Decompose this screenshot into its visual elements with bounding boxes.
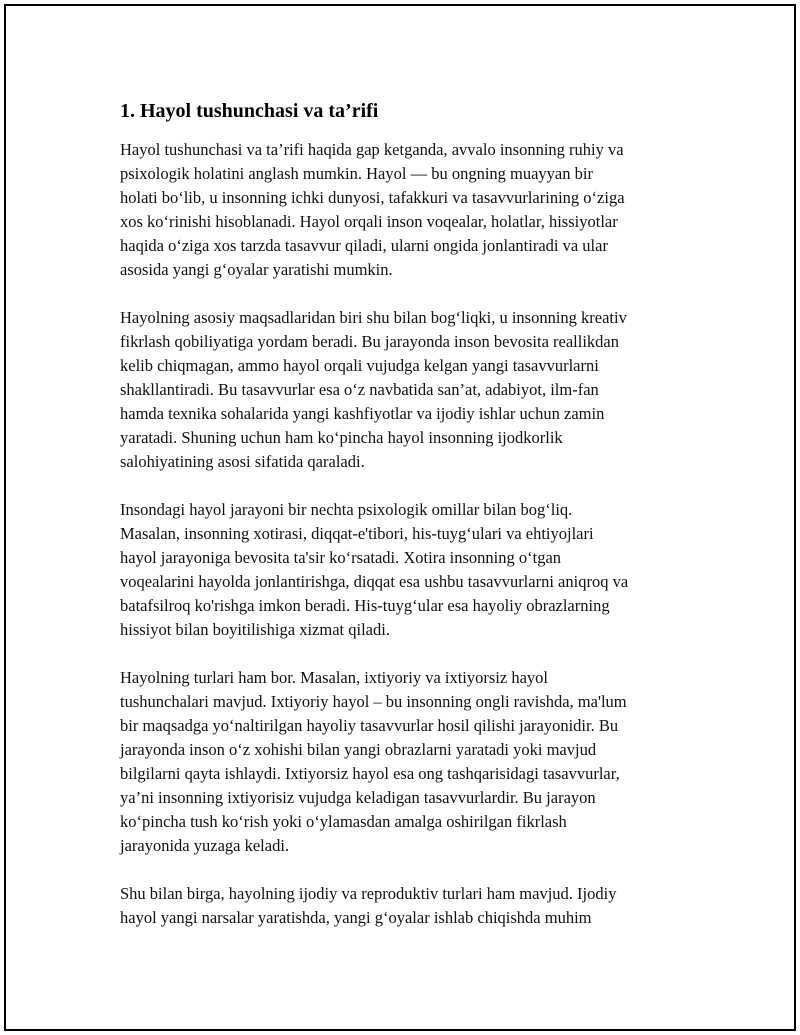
paragraph [120,306,692,474]
paragraph-line: koʻpincha tush koʻrish yoki oʻylamasdan amalga oshirilgan fikrlash [120,812,567,831]
paragraph-line: shakllantiradi. Bu tasavvurlar esa oʻz navbatida san’at, adabiyot, ilm-fan [120,380,599,399]
paragraph-line: hayol yangi narsalar yaratishda, yangi gʻoyalar ishlab chiqishda muhim [120,908,592,927]
paragraph-line: hamda texnika sohalarida yangi kashfiyotlar va ijodiy ishlar uchun zamin [120,404,605,423]
paragraph [120,882,692,930]
section-heading: 1. Hayol tushunchasi va ta’rifi [120,100,379,122]
paragraph-line: bilgilarni qayta ishlaydi. Ixtiyorsiz hayol esa ong tashqarisidagi tasavvurlar, [120,764,620,783]
paragraph [120,138,692,282]
paragraph-line: haqida oʻziga xos tarzda tasavvur qiladi, ularni ongida jonlantiradi va ular [120,236,608,255]
paragraph-line: ya’ni insonning ixtiyorisiz vujudga keladigan tasavvurlardir. Bu jarayon [120,788,596,807]
paragraph-line: asosida yangi gʻoyalar yaratishi mumkin. [120,260,393,279]
paragraph-line: hayol jarayoniga bevosita ta'sir koʻrsatadi. Xotira insonning oʻtgan [120,548,562,567]
paragraph-line: kelib chiqmagan, ammo hayol orqali vujudga kelgan yangi tasavvurlarni [120,356,599,375]
paragraph-line: jarayonda inson oʻz xohishi bilan yangi obrazlarni yaratadi yoki mavjud [120,740,597,759]
paragraph-line: holati boʻlib, u insonning ichki dunyosi, tafakkuri va tasavvurlarining oʻziga [120,188,625,207]
paragraph-line: voqealarini hayolda jonlantirishga, diqqat esa ushbu tasavvurlarni aniqroq va [120,572,629,591]
paragraph-line: hissiyot bilan boyitilishiga xizmat qiladi. [120,620,390,639]
paragraph [120,666,692,858]
paragraph-line: fikrlash qobiliyatiga yordam beradi. Bu jarayonda inson bevosita reallikdan [120,332,619,351]
paragraph-line: jarayonida yuzaga keladi. [120,836,290,855]
paragraph-line: tushunchalari mavjud. Ixtiyoriy hayol – bu insonning ongli ravishda, ma'lum [120,692,627,711]
paragraph-line: Hayolning asosiy maqsadlaridan biri shu bilan bogʻliqki, u insonning kreativ [120,308,627,327]
paragraph-line: Shu bilan birga, hayolning ijodiy va reproduktiv turlari ham mavjud. Ijodiy [120,884,617,903]
paragraph-line: Hayolning turlari ham bor. Masalan, ixtiyoriy va ixtiyorsiz hayol [120,668,549,687]
paragraph-line: salohiyatining asosi sifatida qaraladi. [120,452,365,471]
paragraph [120,498,692,642]
paragraph-line: bir maqsadga yoʻnaltirilgan hayoliy tasavvurlar hosil qilishi jarayonidir. Bu [120,716,619,735]
paragraph-line: Insondagi hayol jarayoni bir nechta psixologik omillar bilan bogʻliq. [120,500,573,519]
page-frame [4,4,796,1031]
document-body [120,98,692,954]
paragraph-line: batafsilroq ko'rishga imkon beradi. His-tuygʻular esa hayoliy obrazlarning [120,596,610,615]
paragraph-line: Masalan, insonning xotirasi, diqqat-e'tibori, his-tuygʻulari va ehtiyojlari [120,524,594,543]
paragraph-line: Hayol tushunchasi va ta’rifi haqida gap ketganda, avvalo insonning ruhiy va [120,140,624,159]
paragraph-line: xos koʻrinishi hisoblanadi. Hayol orqali inson voqealar, holatlar, hissiyotlar [120,212,618,231]
paragraphs-container [120,138,692,930]
paragraph-line: yaratadi. Shuning uchun ham koʻpincha hayol insonning ijodkorlik [120,428,563,447]
paragraph-line: psixologik holatini anglash mumkin. Hayol — bu ongning muayyan bir [120,164,593,183]
